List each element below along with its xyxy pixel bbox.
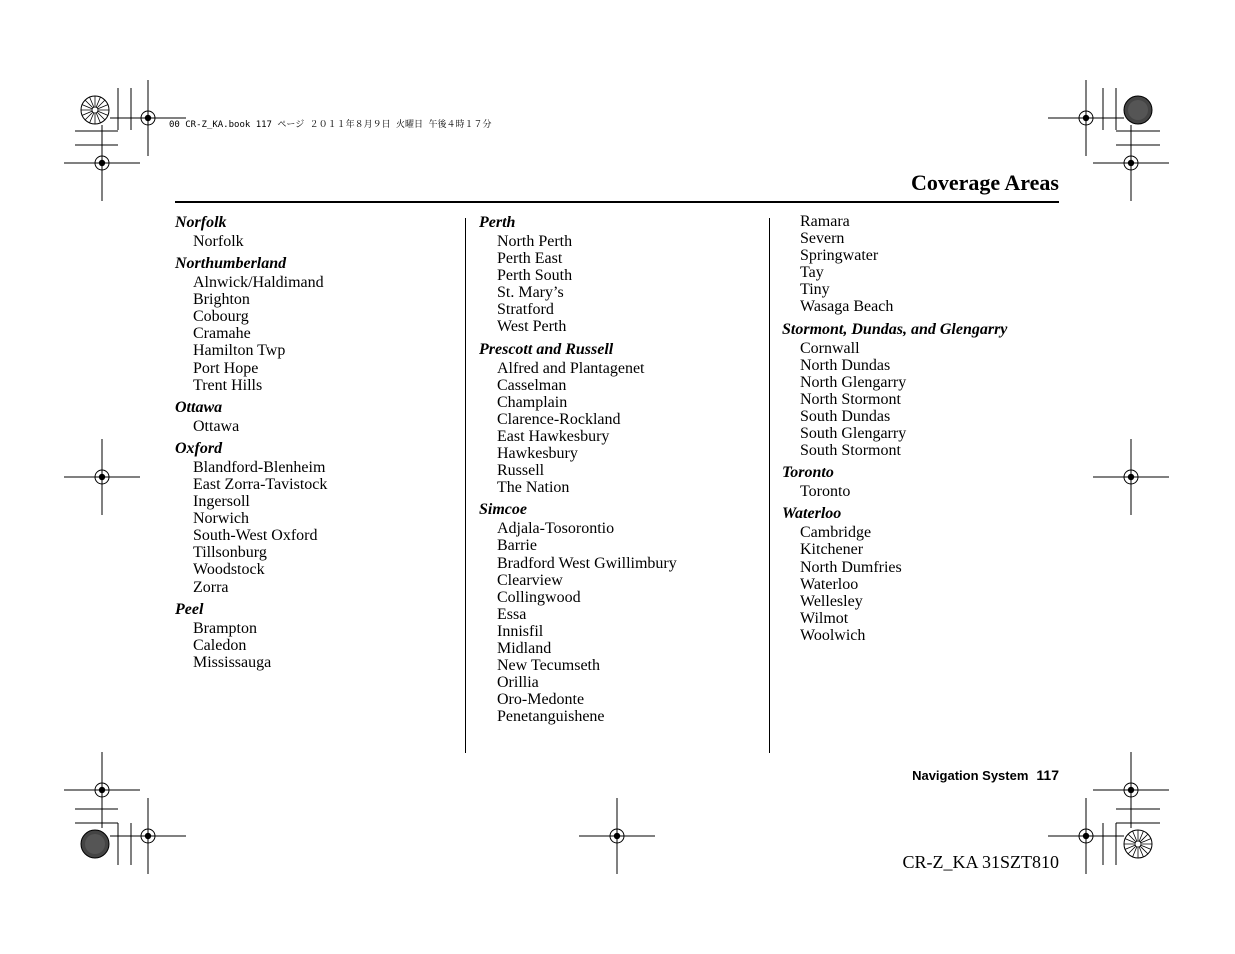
list-item: Norwich [193, 510, 249, 528]
list-item: Ramara [800, 213, 850, 230]
sunburst-registration-mark-icon [1124, 830, 1152, 858]
crosshair-registration-mark-icon [579, 798, 655, 874]
list-item: South Stormont [800, 442, 901, 460]
municipality-list [800, 340, 1062, 460]
crosshair-registration-mark-icon [1093, 439, 1169, 515]
crosshair-registration-mark-icon [1048, 80, 1124, 156]
list-item: Severn [800, 230, 845, 248]
list-item: Waterloo [800, 575, 859, 593]
list-item: South-West Oxford [193, 527, 318, 545]
list-item: Tay [800, 264, 824, 282]
column-1 [175, 213, 455, 671]
list-item: Springwater [800, 247, 879, 265]
list-item: Wellesley [800, 592, 863, 610]
sunburst-registration-mark-icon [81, 830, 109, 858]
list-item: Trent Hills [193, 376, 263, 394]
region-heading: Norfolk [175, 214, 227, 231]
list-item: Collingwood [497, 588, 581, 606]
list-item: North Glengarry [800, 373, 907, 391]
list-item: North Dundas [800, 356, 891, 374]
region-heading: Northumberland [175, 255, 287, 273]
municipality-list [193, 274, 455, 394]
list-item: Oro-Medonte [497, 691, 585, 709]
list-item: Port Hope [193, 359, 259, 377]
list-item: Blandford-Blenheim [193, 458, 326, 476]
list-item: Russell [497, 462, 545, 480]
municipality-list [193, 459, 455, 596]
list-item: Midland [497, 639, 552, 657]
crosshair-registration-mark-icon [64, 125, 140, 201]
list-item: Clearview [497, 571, 563, 589]
list-item: Cramahe [193, 325, 251, 343]
list-item: Penetanguishene [497, 708, 605, 726]
municipality-list [497, 520, 759, 725]
list-item: Woodstock [193, 561, 265, 579]
column-3 [782, 213, 1062, 644]
list-item: Perth East [497, 250, 563, 268]
list-item: St. Mary’s [497, 284, 564, 302]
region-heading: Oxford [175, 439, 223, 457]
region-heading: Toronto [782, 464, 834, 482]
list-item: South Dundas [800, 407, 891, 425]
list-item: Alnwick/Haldimand [193, 274, 324, 292]
column-2 [479, 213, 759, 725]
footer-section-label: Navigation System [912, 768, 1029, 783]
title-rule [175, 201, 1059, 203]
list-item: Champlain [497, 393, 568, 411]
list-item: Tiny [800, 281, 830, 299]
list-item: New Tecumseth [497, 657, 600, 675]
list-item: Woolwich [800, 626, 866, 644]
municipality-list [193, 418, 455, 435]
crosshair-registration-mark-icon [64, 439, 140, 515]
region-heading: Peel [175, 600, 204, 618]
list-item: Wilmot [800, 609, 849, 627]
list-item: Stratford [497, 301, 554, 319]
crosshair-registration-mark-icon [1048, 798, 1124, 874]
list-item: Adjala-Tosorontio [497, 520, 615, 538]
continued-list [800, 213, 1062, 316]
page-title: Coverage Areas [910, 170, 1059, 195]
list-item: Cambridge [800, 524, 872, 542]
list-item: Ingersoll [193, 493, 250, 511]
list-item: Innisfil [497, 622, 544, 640]
column-divider [769, 218, 770, 753]
region-heading: Prescott and Russell [479, 340, 614, 358]
region-heading: Simcoe [479, 501, 527, 519]
region-heading: Waterloo [782, 505, 842, 523]
list-item: Zorra [193, 578, 229, 596]
list-item: South Glengarry [800, 425, 907, 443]
list-item: Cobourg [193, 308, 249, 326]
page-number: 117 [1036, 767, 1059, 783]
region-heading: Perth [479, 214, 516, 231]
region-heading: Ottawa [175, 398, 223, 416]
doc-code: CR-Z_KA 31SZT810 [902, 852, 1059, 872]
crosshair-registration-mark-icon [1093, 752, 1169, 828]
crosshair-registration-mark-icon [1093, 125, 1169, 201]
crosshair-registration-mark-icon [64, 752, 140, 828]
list-item: Essa [497, 605, 527, 623]
list-item: Toronto [800, 483, 851, 501]
list-item: Clarence-Rockland [497, 410, 621, 428]
list-item: North Perth [497, 233, 573, 250]
region-heading: Stormont, Dundas, and Glengarry [782, 320, 1008, 338]
list-item: Orillia [497, 674, 539, 692]
list-item: East Hawkesbury [497, 427, 610, 445]
municipality-list [800, 524, 1062, 644]
municipality-list [497, 360, 759, 497]
list-item: North Dumfries [800, 558, 902, 576]
list-item: Barrie [497, 537, 537, 555]
column-divider [465, 218, 466, 753]
sunburst-registration-mark-icon [1124, 96, 1152, 124]
sunburst-registration-mark-icon [81, 96, 109, 124]
list-item: Hamilton Twp [193, 342, 286, 360]
municipality-list [497, 233, 759, 336]
list-item: North Stormont [800, 390, 901, 408]
list-item: Cornwall [800, 339, 860, 357]
municipality-list [800, 483, 1062, 500]
list-item: East Zorra-Tavistock [193, 475, 328, 493]
list-item: Ottawa [193, 417, 240, 435]
list-item: Tillsonburg [193, 544, 267, 562]
list-item: Brampton [193, 619, 257, 637]
list-item: Mississauga [193, 653, 272, 671]
list-item: The Nation [497, 479, 570, 497]
municipality-list [193, 233, 455, 250]
list-item: Alfred and Plantagenet [497, 359, 645, 377]
list-item: Norfolk [193, 233, 244, 250]
crosshair-registration-mark-icon [110, 798, 186, 874]
footer-section [912, 767, 1059, 783]
list-item: West Perth [497, 318, 567, 336]
list-item: Brighton [193, 291, 250, 309]
print-header: 00 CR-Z_KA.book 117 ページ ２０１１年８月９日 火曜日 午後４時１７分 [169, 120, 492, 130]
list-item: Wasaga Beach [800, 298, 894, 316]
list-item: Perth South [497, 267, 573, 285]
list-item: Caledon [193, 636, 247, 654]
list-item: Bradford West Gwillimbury [497, 554, 677, 572]
list-item: Hawkesbury [497, 445, 578, 463]
list-item: Kitchener [800, 541, 864, 559]
list-item: Casselman [497, 376, 567, 394]
municipality-list [193, 620, 455, 671]
